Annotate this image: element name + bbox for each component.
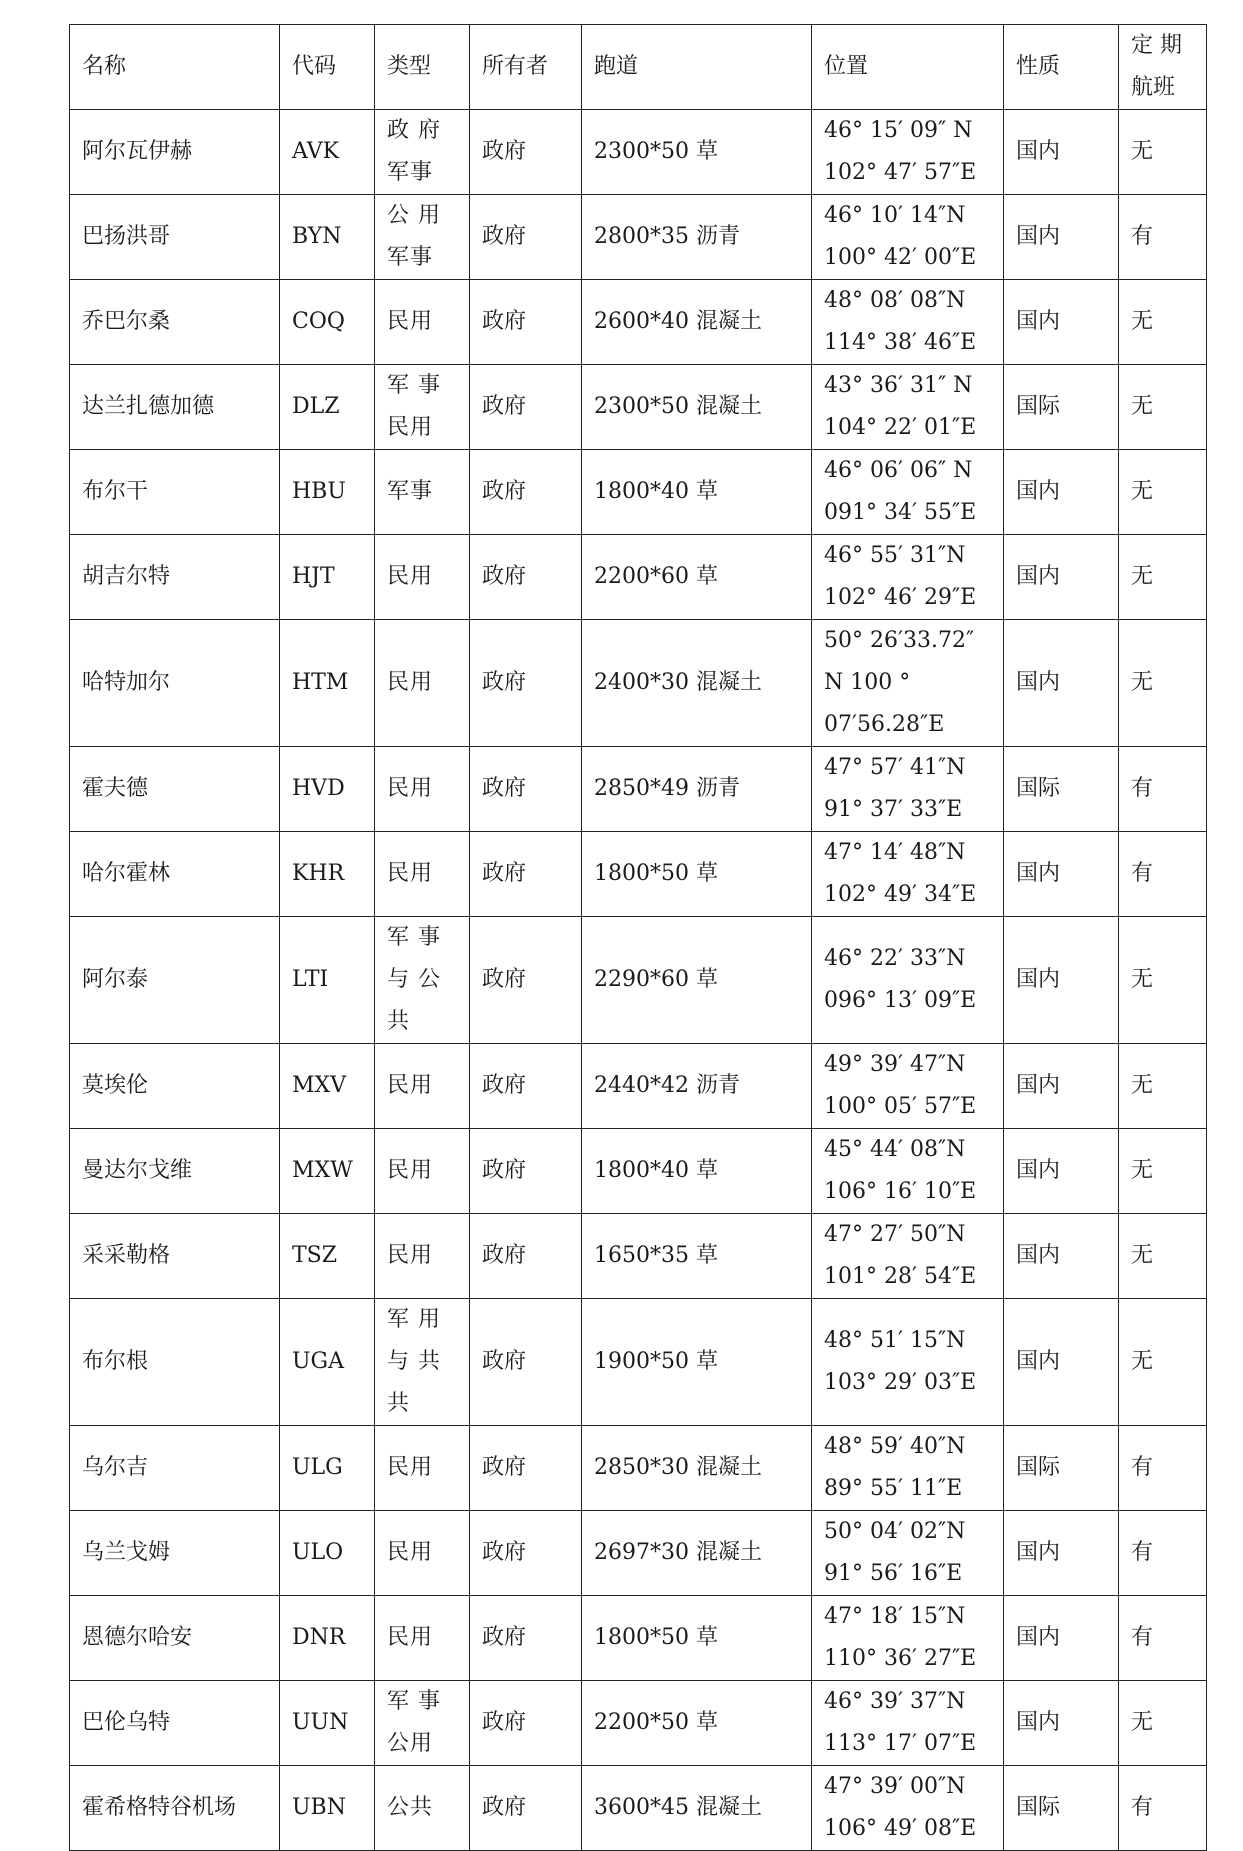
cell-location: [812, 620, 1004, 747]
cell-runway: 2200*50 草: [582, 1681, 812, 1766]
location-line: 091° 34′ 55″E: [824, 500, 977, 525]
cell-nature: 国内: [1004, 535, 1119, 620]
cell-location: [812, 450, 1004, 535]
cell-nature: 国内: [1004, 1214, 1119, 1299]
cell-nature: 国际: [1004, 747, 1119, 832]
location-line: 46° 15′ 09″ N: [824, 118, 973, 143]
location-line: 47° 18′ 15″N: [824, 1604, 966, 1629]
cell-owner: 政府: [470, 1129, 582, 1214]
header-location: 位置: [812, 25, 1004, 110]
location-line: 110° 36′ 27″E: [824, 1646, 977, 1671]
cell-runway: 2300*50 混凝土: [582, 365, 812, 450]
location-line: 46° 39′ 37″N: [824, 1689, 966, 1714]
cell-type: 民用: [375, 1044, 470, 1129]
cell-code: KHR: [280, 832, 375, 917]
location-line: 47° 39′ 00″N: [824, 1774, 966, 1799]
cell-type: 军 事 与 公 共: [375, 917, 470, 1044]
cell-name: 采采勒格: [70, 1214, 280, 1299]
cell-nature: 国际: [1004, 1426, 1119, 1511]
cell-nature: 国内: [1004, 1129, 1119, 1214]
cell-scheduled: 无: [1119, 280, 1207, 365]
cell-location: [812, 747, 1004, 832]
location-line: 104° 22′ 01″E: [824, 415, 977, 440]
cell-owner: 政府: [470, 917, 582, 1044]
cell-location: [812, 1214, 1004, 1299]
cell-nature: 国内: [1004, 110, 1119, 195]
cell-nature: 国内: [1004, 450, 1119, 535]
cell-scheduled: 有: [1119, 195, 1207, 280]
cell-code: LTI: [280, 917, 375, 1044]
table-row: [70, 1681, 1207, 1766]
location-line: 46° 06′ 06″ N: [824, 458, 973, 483]
cell-code: MXV: [280, 1044, 375, 1129]
cell-owner: 政府: [470, 450, 582, 535]
cell-location: [812, 832, 1004, 917]
cell-owner: 政府: [470, 747, 582, 832]
cell-name: 哈尔霍林: [70, 832, 280, 917]
location-line: 91° 37′ 33″E: [824, 797, 963, 822]
cell-name: 恩德尔哈安: [70, 1596, 280, 1681]
cell-name: 乌尔吉: [70, 1426, 280, 1511]
cell-code: AVK: [280, 110, 375, 195]
cell-owner: 政府: [470, 620, 582, 747]
location-line: 49° 39′ 47″N: [824, 1052, 966, 1077]
cell-location: [812, 1596, 1004, 1681]
location-line: N 100 °: [824, 670, 911, 695]
cell-name: 莫埃伦: [70, 1044, 280, 1129]
cell-location: [812, 280, 1004, 365]
cell-name: 达兰扎德加德: [70, 365, 280, 450]
location-line: 102° 47′ 57″E: [824, 160, 977, 185]
header-runway: 跑道: [582, 25, 812, 110]
cell-type: 军 事 民用: [375, 365, 470, 450]
cell-location: [812, 365, 1004, 450]
cell-owner: 政府: [470, 832, 582, 917]
cell-scheduled: 无: [1119, 620, 1207, 747]
cell-runway: 2200*60 草: [582, 535, 812, 620]
table-row: [70, 620, 1207, 747]
cell-code: HBU: [280, 450, 375, 535]
location-line: 07′56.28″E: [824, 712, 945, 737]
table-row: [70, 917, 1207, 1044]
table-row: [70, 1129, 1207, 1214]
cell-name: 巴伦乌特: [70, 1681, 280, 1766]
location-line: 47° 14′ 48″N: [824, 840, 966, 865]
cell-runway: 1800*50 草: [582, 1596, 812, 1681]
cell-scheduled: 有: [1119, 747, 1207, 832]
cell-scheduled: 无: [1119, 1299, 1207, 1426]
cell-runway: 1800*40 草: [582, 450, 812, 535]
cell-runway: 2697*30 混凝土: [582, 1511, 812, 1596]
location-line: 47° 27′ 50″N: [824, 1222, 966, 1247]
cell-owner: 政府: [470, 1044, 582, 1129]
cell-name: 乔巴尔桑: [70, 280, 280, 365]
cell-owner: 政府: [470, 1766, 582, 1851]
cell-scheduled: 有: [1119, 1596, 1207, 1681]
cell-nature: 国内: [1004, 1299, 1119, 1426]
cell-location: [812, 110, 1004, 195]
cell-nature: 国际: [1004, 1766, 1119, 1851]
cell-code: HJT: [280, 535, 375, 620]
cell-code: COQ: [280, 280, 375, 365]
cell-nature: 国际: [1004, 365, 1119, 450]
cell-type: 民用: [375, 1511, 470, 1596]
location-line: 89° 55′ 11″E: [824, 1476, 963, 1501]
cell-runway: 1800*50 草: [582, 832, 812, 917]
cell-code: HVD: [280, 747, 375, 832]
airport-table: [69, 24, 1207, 1851]
cell-type: 民用: [375, 747, 470, 832]
location-line: 43° 36′ 31″ N: [824, 373, 973, 398]
cell-nature: 国内: [1004, 1044, 1119, 1129]
header-code: 代码: [280, 25, 375, 110]
cell-type: 民用: [375, 832, 470, 917]
cell-location: [812, 1044, 1004, 1129]
cell-code: MXW: [280, 1129, 375, 1214]
cell-runway: 2400*30 混凝土: [582, 620, 812, 747]
cell-location: [812, 1299, 1004, 1426]
cell-code: TSZ: [280, 1214, 375, 1299]
cell-owner: 政府: [470, 280, 582, 365]
cell-nature: 国内: [1004, 917, 1119, 1044]
cell-owner: 政府: [470, 1214, 582, 1299]
cell-owner: 政府: [470, 1681, 582, 1766]
location-line: 91° 56′ 16″E: [824, 1561, 963, 1586]
cell-type: 公 用 军事: [375, 195, 470, 280]
cell-name: 乌兰戈姆: [70, 1511, 280, 1596]
table-body: [70, 110, 1207, 1851]
cell-scheduled: 无: [1119, 1129, 1207, 1214]
cell-type: 民用: [375, 1426, 470, 1511]
cell-runway: 1650*35 草: [582, 1214, 812, 1299]
location-line: 46° 22′ 33″N: [824, 946, 966, 971]
cell-location: [812, 1426, 1004, 1511]
cell-nature: 国内: [1004, 620, 1119, 747]
cell-owner: 政府: [470, 195, 582, 280]
cell-type: 军事: [375, 450, 470, 535]
table-row: [70, 1596, 1207, 1681]
cell-scheduled: 无: [1119, 110, 1207, 195]
cell-runway: 2290*60 草: [582, 917, 812, 1044]
cell-owner: 政府: [470, 110, 582, 195]
location-line: 48° 59′ 40″N: [824, 1434, 966, 1459]
cell-code: UGA: [280, 1299, 375, 1426]
location-line: 48° 51′ 15″N: [824, 1328, 966, 1353]
location-line: 100° 42′ 00″E: [824, 245, 977, 270]
cell-runway: 1900*50 草: [582, 1299, 812, 1426]
cell-name: 哈特加尔: [70, 620, 280, 747]
cell-scheduled: 无: [1119, 1044, 1207, 1129]
cell-type: 公共: [375, 1766, 470, 1851]
cell-type: 民用: [375, 1129, 470, 1214]
cell-runway: 2600*40 混凝土: [582, 280, 812, 365]
table-row: [70, 747, 1207, 832]
table-row: [70, 535, 1207, 620]
table-row: [70, 450, 1207, 535]
cell-name: 霍希格特谷机场: [70, 1766, 280, 1851]
location-line: 114° 38′ 46″E: [824, 330, 977, 355]
table-row: [70, 1044, 1207, 1129]
cell-location: [812, 1511, 1004, 1596]
cell-name: 曼达尔戈维: [70, 1129, 280, 1214]
cell-scheduled: 无: [1119, 535, 1207, 620]
cell-owner: 政府: [470, 1596, 582, 1681]
cell-code: ULG: [280, 1426, 375, 1511]
header-name: 名称: [70, 25, 280, 110]
table-row: [70, 1766, 1207, 1851]
cell-location: [812, 1129, 1004, 1214]
header-nature: 性质: [1004, 25, 1119, 110]
cell-runway: 2440*42 沥青: [582, 1044, 812, 1129]
table-row: [70, 110, 1207, 195]
cell-name: 阿尔瓦伊赫: [70, 110, 280, 195]
cell-name: 霍夫德: [70, 747, 280, 832]
cell-location: [812, 1766, 1004, 1851]
cell-scheduled: 无: [1119, 1681, 1207, 1766]
table-row: [70, 1426, 1207, 1511]
location-line: 102° 49′ 34″E: [824, 882, 977, 907]
cell-code: UUN: [280, 1681, 375, 1766]
cell-type: 军 用 与 共 共: [375, 1299, 470, 1426]
location-line: 50° 26′33.72″: [824, 628, 975, 653]
location-line: 106° 16′ 10″E: [824, 1179, 977, 1204]
cell-location: [812, 195, 1004, 280]
cell-location: [812, 1681, 1004, 1766]
location-line: 096° 13′ 09″E: [824, 988, 977, 1013]
location-line: 48° 08′ 08″N: [824, 288, 966, 313]
cell-code: BYN: [280, 195, 375, 280]
cell-type: 民用: [375, 535, 470, 620]
cell-runway: 2300*50 草: [582, 110, 812, 195]
table-row: [70, 280, 1207, 365]
table-row: [70, 832, 1207, 917]
cell-nature: 国内: [1004, 1511, 1119, 1596]
cell-location: [812, 917, 1004, 1044]
location-line: 47° 57′ 41″N: [824, 755, 966, 780]
cell-type: 民用: [375, 620, 470, 747]
cell-name: 胡吉尔特: [70, 535, 280, 620]
cell-owner: 政府: [470, 1426, 582, 1511]
cell-code: ULO: [280, 1511, 375, 1596]
cell-scheduled: 有: [1119, 1426, 1207, 1511]
cell-code: DLZ: [280, 365, 375, 450]
cell-scheduled: 有: [1119, 1766, 1207, 1851]
cell-scheduled: 无: [1119, 450, 1207, 535]
cell-code: UBN: [280, 1766, 375, 1851]
cell-type: 民用: [375, 1214, 470, 1299]
cell-name: 布尔干: [70, 450, 280, 535]
cell-scheduled: 无: [1119, 917, 1207, 1044]
cell-runway: 3600*45 混凝土: [582, 1766, 812, 1851]
cell-code: DNR: [280, 1596, 375, 1681]
table-row: [70, 1511, 1207, 1596]
cell-nature: 国内: [1004, 195, 1119, 280]
header-scheduled: 定 期 航班: [1119, 25, 1207, 110]
location-line: 113° 17′ 07″E: [824, 1731, 977, 1756]
cell-runway: 1800*40 草: [582, 1129, 812, 1214]
location-line: 45° 44′ 08″N: [824, 1137, 966, 1162]
cell-name: 巴扬洪哥: [70, 195, 280, 280]
cell-runway: 2850*30 混凝土: [582, 1426, 812, 1511]
table-header-row: [70, 25, 1207, 110]
cell-scheduled: 无: [1119, 1214, 1207, 1299]
cell-type: 军 事 公用: [375, 1681, 470, 1766]
location-line: 103° 29′ 03″E: [824, 1370, 977, 1395]
header-owner: 所有者: [470, 25, 582, 110]
cell-runway: 2800*35 沥青: [582, 195, 812, 280]
cell-scheduled: 有: [1119, 832, 1207, 917]
location-line: 46° 55′ 31″N: [824, 543, 966, 568]
cell-runway: 2850*49 沥青: [582, 747, 812, 832]
location-line: 106° 49′ 08″E: [824, 1816, 977, 1841]
location-line: 100° 05′ 57″E: [824, 1094, 977, 1119]
cell-type: 民用: [375, 280, 470, 365]
cell-scheduled: 无: [1119, 365, 1207, 450]
table-row: [70, 1214, 1207, 1299]
location-line: 101° 28′ 54″E: [824, 1264, 977, 1289]
cell-code: HTM: [280, 620, 375, 747]
table-row: [70, 1299, 1207, 1426]
cell-owner: 政府: [470, 365, 582, 450]
cell-nature: 国内: [1004, 832, 1119, 917]
location-line: 50° 04′ 02″N: [824, 1519, 966, 1544]
cell-location: [812, 535, 1004, 620]
header-type: 类型: [375, 25, 470, 110]
cell-nature: 国内: [1004, 1681, 1119, 1766]
cell-name: 阿尔泰: [70, 917, 280, 1044]
cell-owner: 政府: [470, 1299, 582, 1426]
cell-name: 布尔根: [70, 1299, 280, 1426]
cell-owner: 政府: [470, 1511, 582, 1596]
table-row: [70, 365, 1207, 450]
table-row: [70, 195, 1207, 280]
cell-owner: 政府: [470, 535, 582, 620]
cell-type: 民用: [375, 1596, 470, 1681]
cell-nature: 国内: [1004, 280, 1119, 365]
location-line: 46° 10′ 14″N: [824, 203, 966, 228]
cell-scheduled: 有: [1119, 1511, 1207, 1596]
cell-type: 政 府 军事: [375, 110, 470, 195]
cell-nature: 国内: [1004, 1596, 1119, 1681]
location-line: 102° 46′ 29″E: [824, 585, 977, 610]
